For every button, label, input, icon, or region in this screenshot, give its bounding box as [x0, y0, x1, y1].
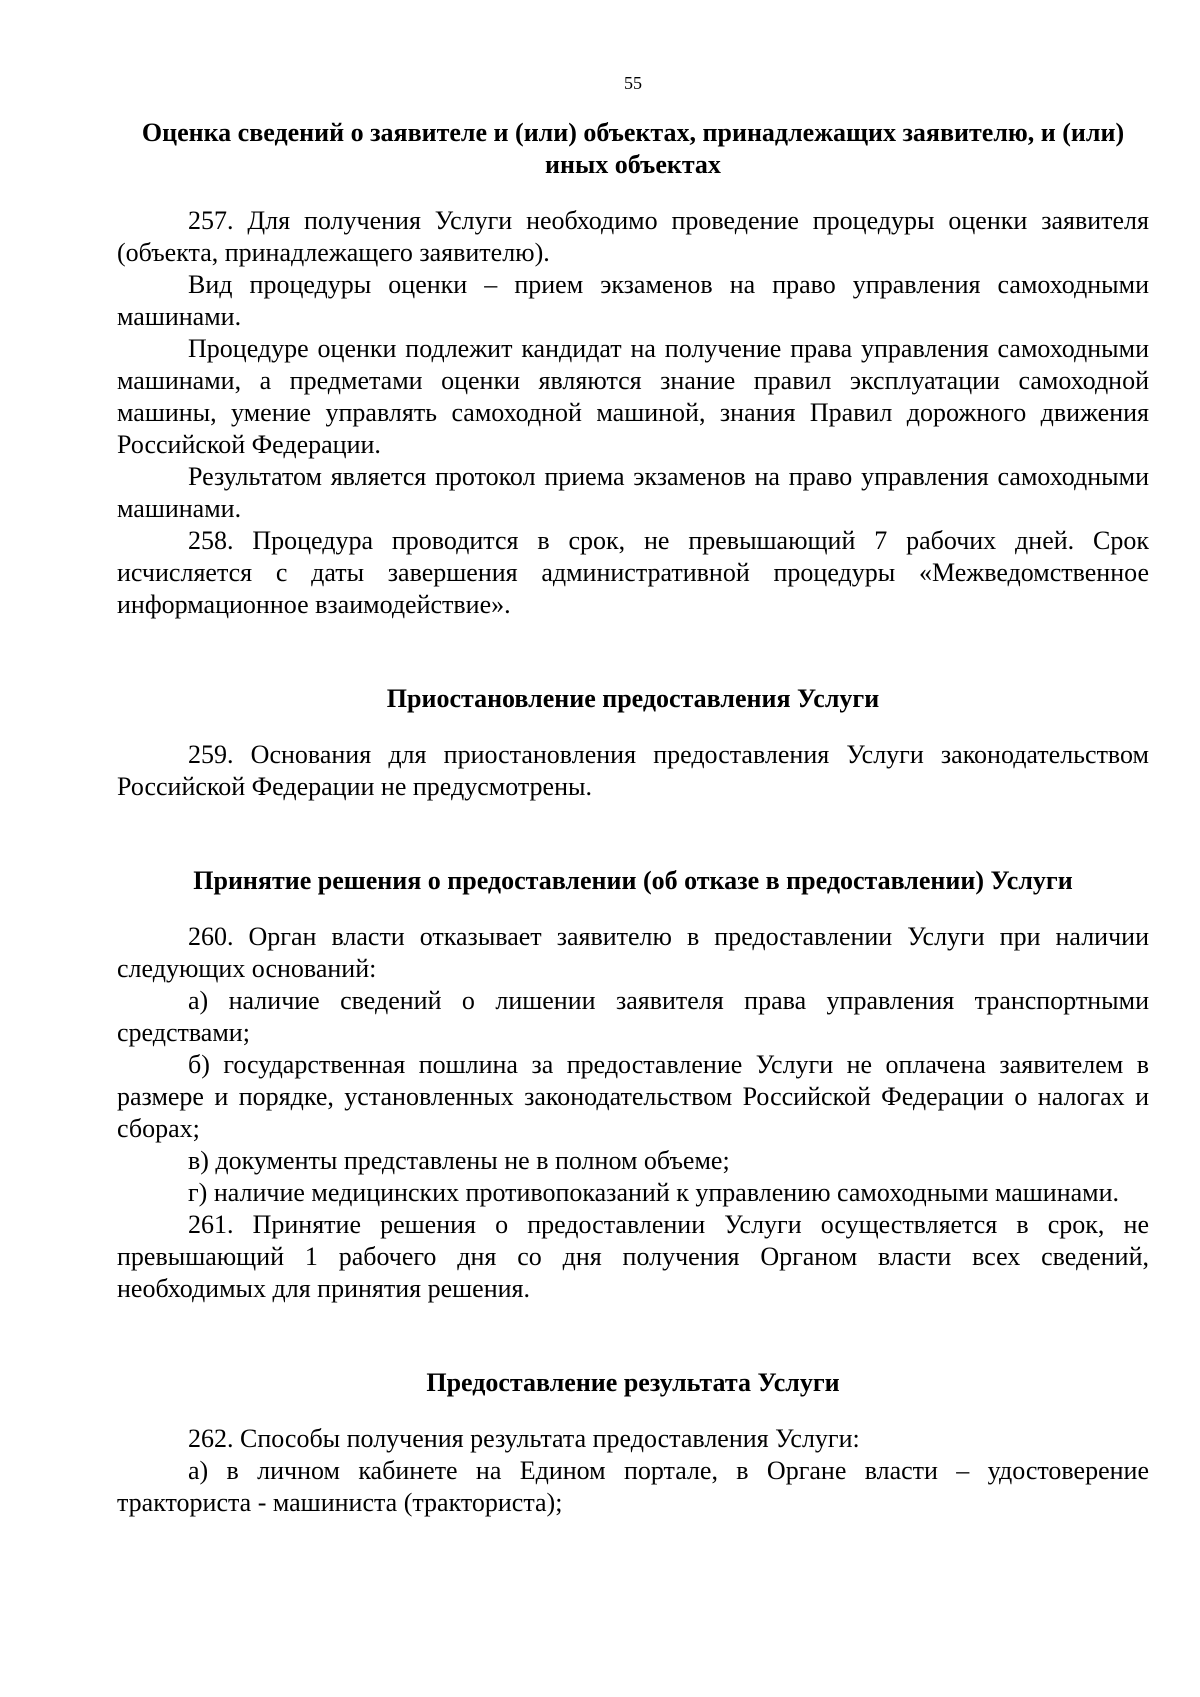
section-heading-evaluation: Оценка сведений о заявителе и (или) объектах, принадлежащих заявителю, и (или) иных объектах	[141, 118, 1125, 179]
paragraph-260-v: в) документы представлены не в полном объеме;	[188, 1146, 730, 1175]
paragraph-257: 257. Для получения Услуги необходимо проведение процедуры оценки заявителя (объекта, принадлежащего заявителю).	[117, 206, 1149, 267]
paragraph-260: 260. Орган власти отказывает заявителю в предоставлении Услуги при наличии следующих оснований:	[117, 922, 1149, 983]
paragraph-259: 259. Основания для приостановления предоставления Услуги законодательством Российской Федерации не предусмотрены.	[117, 740, 1149, 801]
paragraph-260-b: б) государственная пошлина за предоставление Услуги не оплачена заявителем в размере и порядке, установленных законодательством Российской Федерации о налогах и сборах;	[117, 1050, 1149, 1143]
page-number: 55	[624, 73, 642, 93]
section-heading-decision: Принятие решения о предоставлении (об отказе в предоставлении) Услуги	[193, 866, 1073, 895]
paragraph-evaluation-subject: Процедуре оценки подлежит кандидат на получение права управления самоходными машинами, а предметами оценки являются знание правил эксплуатации самоходной машины, умение управлять самоходной машиной, знания Правил дорожного движения Российской Федерации.	[117, 334, 1149, 459]
document-body	[117, 117, 1149, 1519]
paragraph-258: 258. Процедура проводится в срок, не превышающий 7 рабочих дней. Срок исчисляется с даты завершения административной процедуры «Межведомственное информационное взаимодействие».	[117, 526, 1149, 619]
section-heading-suspension: Приостановление предоставления Услуги	[386, 684, 880, 713]
section-heading-result: Предоставление результата Услуги	[426, 1368, 840, 1397]
paragraph-evaluation-type: Вид процедуры оценки – прием экзаменов на право управления самоходными машинами.	[117, 270, 1149, 331]
paragraph-261: 261. Принятие решения о предоставлении Услуги осуществляется в срок, не превышающий 1 рабочего дня со дня получения Органом власти всех сведений, необходимых для принятия решения.	[117, 1210, 1149, 1303]
paragraph-evaluation-result: Результатом является протокол приема экзаменов на право управления самоходными машинами.	[117, 462, 1149, 523]
paragraph-260-a: а) наличие сведений о лишении заявителя права управления транспортными средствами;	[117, 986, 1149, 1047]
paragraph-262: 262. Способы получения результата предоставления Услуги:	[188, 1424, 860, 1453]
paragraph-262-a: а) в личном кабинете на Едином портале, в Органе власти – удостоверение тракториста - машиниста (тракториста);	[117, 1456, 1149, 1517]
paragraph-260-g: г) наличие медицинских противопоказаний к управлению самоходными машинами.	[188, 1178, 1120, 1207]
